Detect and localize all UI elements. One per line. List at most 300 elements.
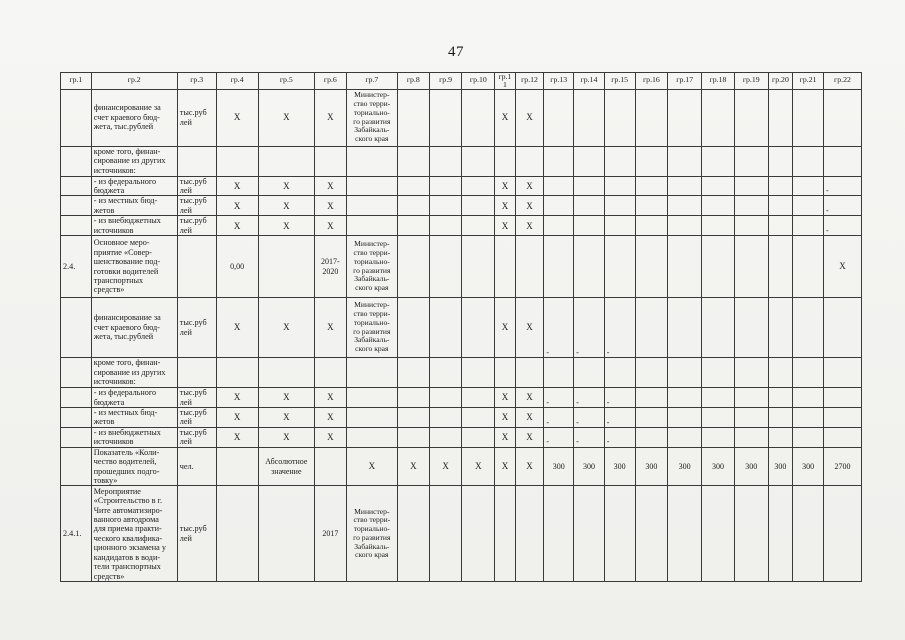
empty-cell [429, 146, 462, 176]
empty-cell [702, 176, 735, 196]
table-row [61, 216, 862, 236]
empty-cell [216, 447, 258, 486]
value-cell: 300 [702, 447, 735, 486]
header-cell: гр.21 [793, 73, 824, 90]
table-row [61, 447, 862, 486]
empty-cell [768, 216, 793, 236]
value-cell: 300 [574, 447, 605, 486]
empty-cell [177, 146, 216, 176]
empty-cell [61, 176, 92, 196]
empty-cell [635, 196, 668, 216]
value-cell: 300 [793, 447, 824, 486]
dash-cell: - [544, 388, 574, 408]
empty-cell [604, 236, 635, 298]
empty-cell [635, 427, 668, 447]
empty-cell [768, 146, 793, 176]
empty-cell [768, 486, 793, 582]
value-cell: 2017- 2020 [314, 236, 346, 298]
empty-cell [823, 427, 861, 447]
empty-cell [544, 216, 574, 236]
x-cell: X [515, 427, 544, 447]
empty-cell [793, 358, 824, 388]
empty-cell [515, 236, 544, 298]
empty-cell [544, 146, 574, 176]
dash-cell: - [823, 176, 861, 196]
empty-cell [397, 89, 429, 146]
x-cell: X [515, 447, 544, 486]
x-cell: X [495, 89, 515, 146]
empty-cell [429, 176, 462, 196]
empty-cell [793, 176, 824, 196]
empty-cell [397, 486, 429, 582]
row-description: - из внебюджетных источников [91, 427, 177, 447]
empty-cell [668, 146, 702, 176]
dash-cell: - [574, 298, 605, 358]
empty-cell [604, 146, 635, 176]
dash-cell: - [604, 427, 635, 447]
table-row [61, 388, 862, 408]
empty-cell [429, 236, 462, 298]
empty-cell [61, 427, 92, 447]
empty-cell [768, 176, 793, 196]
empty-cell [793, 388, 824, 408]
empty-cell [216, 486, 258, 582]
empty-cell [635, 89, 668, 146]
empty-cell [346, 146, 397, 176]
value-cell: 300 [734, 447, 768, 486]
empty-cell [668, 358, 702, 388]
empty-cell [823, 407, 861, 427]
row-description: - из внебюджетных источников [91, 216, 177, 236]
empty-cell [793, 236, 824, 298]
empty-cell [734, 89, 768, 146]
empty-cell [668, 407, 702, 427]
empty-cell [702, 388, 735, 408]
empty-cell [397, 146, 429, 176]
empty-cell [734, 388, 768, 408]
header-cell: гр.16 [635, 73, 668, 90]
empty-cell [734, 236, 768, 298]
empty-cell [668, 89, 702, 146]
empty-cell [61, 89, 92, 146]
row-description: - из местных бюд- жетов [91, 196, 177, 216]
empty-cell [604, 196, 635, 216]
header-cell: гр.4 [216, 73, 258, 90]
x-cell: X [495, 407, 515, 427]
header-cell: гр.20 [768, 73, 793, 90]
empty-cell [495, 146, 515, 176]
empty-cell [544, 89, 574, 146]
x-cell: X [314, 89, 346, 146]
x-cell: X [823, 236, 861, 298]
empty-cell [768, 358, 793, 388]
empty-cell [604, 89, 635, 146]
header-cell: гр.17 [668, 73, 702, 90]
empty-cell [515, 358, 544, 388]
dash-cell: - [544, 298, 574, 358]
header-cell: гр.12 [515, 73, 544, 90]
x-cell: X [515, 196, 544, 216]
x-cell: X [314, 427, 346, 447]
empty-cell [397, 176, 429, 196]
empty-cell [604, 486, 635, 582]
x-cell: X [314, 407, 346, 427]
empty-cell [604, 176, 635, 196]
header-cell: гр.2 [91, 73, 177, 90]
empty-cell [734, 427, 768, 447]
empty-cell [429, 407, 462, 427]
empty-cell [668, 427, 702, 447]
header-cell: гр.8 [397, 73, 429, 90]
x-cell: X [216, 89, 258, 146]
empty-cell [635, 298, 668, 358]
empty-cell [574, 486, 605, 582]
empty-cell [346, 216, 397, 236]
x-cell: X [258, 407, 314, 427]
row-description: Мероприятие «Строительство в г. Чите автоматизиро- ванного автодрома для приема практи- ческого квалифика- ционного экзамена у кандидатов в води- тели транспортных средств» [91, 486, 177, 582]
empty-cell [793, 89, 824, 146]
x-cell: X [462, 447, 495, 486]
x-cell: X [216, 176, 258, 196]
empty-cell [258, 146, 314, 176]
table-row [61, 298, 862, 358]
empty-cell [346, 196, 397, 216]
x-cell: X [515, 216, 544, 236]
x-cell: X [515, 298, 544, 358]
empty-cell [314, 146, 346, 176]
empty-cell [574, 89, 605, 146]
x-cell: X [216, 196, 258, 216]
value-cell: 2700 [823, 447, 861, 486]
empty-cell [604, 216, 635, 236]
empty-cell [397, 427, 429, 447]
value-cell: 300 [604, 447, 635, 486]
empty-cell [793, 298, 824, 358]
empty-cell [61, 298, 92, 358]
x-cell: X [397, 447, 429, 486]
unit-cell: тыс.руб лей [177, 196, 216, 216]
row-description: - из местных бюд- жетов [91, 407, 177, 427]
empty-cell [346, 388, 397, 408]
x-cell: X [314, 388, 346, 408]
unit-cell: тыс.руб лей [177, 427, 216, 447]
x-cell: X [258, 298, 314, 358]
header-cell: гр.13 [544, 73, 574, 90]
header-cell: гр.22 [823, 73, 861, 90]
empty-cell [216, 146, 258, 176]
header-cell: гр.7 [346, 73, 397, 90]
x-cell: X [216, 407, 258, 427]
unit-cell: чел. [177, 447, 216, 486]
header-cell: гр.9 [429, 73, 462, 90]
dash-cell: - [574, 388, 605, 408]
x-cell: X [429, 447, 462, 486]
empty-cell [793, 216, 824, 236]
empty-cell [768, 89, 793, 146]
x-cell: X [314, 216, 346, 236]
x-cell: X [515, 388, 544, 408]
empty-cell [61, 447, 92, 486]
empty-cell [61, 388, 92, 408]
empty-cell [397, 388, 429, 408]
empty-cell [702, 89, 735, 146]
empty-cell [515, 486, 544, 582]
empty-cell [515, 146, 544, 176]
responsible-cell: Министер- ство терри- ториально- го развития Забайкаль- ского края [346, 236, 397, 298]
dash-cell: - [544, 427, 574, 447]
empty-cell [574, 216, 605, 236]
row-description: кроме того, финан- сирование из других источников: [91, 146, 177, 176]
empty-cell [61, 196, 92, 216]
empty-cell [668, 388, 702, 408]
empty-cell [668, 216, 702, 236]
header-cell: гр.14 [574, 73, 605, 90]
empty-cell [702, 486, 735, 582]
x-cell: X [258, 89, 314, 146]
x-cell: X [258, 427, 314, 447]
empty-cell [397, 236, 429, 298]
empty-cell [495, 486, 515, 582]
header-cell: гр.1 1 [495, 73, 515, 90]
empty-cell [574, 196, 605, 216]
empty-cell [668, 298, 702, 358]
x-cell: X [495, 196, 515, 216]
empty-cell [429, 388, 462, 408]
dash-cell: - [604, 298, 635, 358]
x-cell: X [258, 216, 314, 236]
unit-cell: тыс.руб лей [177, 298, 216, 358]
empty-cell [635, 358, 668, 388]
empty-cell [346, 407, 397, 427]
empty-cell [495, 236, 515, 298]
table-row [61, 176, 862, 196]
empty-cell [429, 196, 462, 216]
empty-cell [61, 146, 92, 176]
empty-cell [462, 486, 495, 582]
empty-cell [574, 358, 605, 388]
empty-cell [429, 486, 462, 582]
empty-cell [177, 358, 216, 388]
unit-cell: тыс.руб лей [177, 216, 216, 236]
header-row [61, 73, 862, 90]
empty-cell [702, 407, 735, 427]
empty-cell [793, 427, 824, 447]
empty-cell [768, 298, 793, 358]
empty-cell [635, 146, 668, 176]
empty-cell [216, 358, 258, 388]
empty-cell [793, 146, 824, 176]
empty-cell [397, 216, 429, 236]
empty-cell [702, 216, 735, 236]
responsible-cell: Министер- ство терри- ториально- го развития Забайкаль- ского края [346, 298, 397, 358]
x-cell: X [314, 298, 346, 358]
x-cell: X [495, 447, 515, 486]
empty-cell [768, 196, 793, 216]
empty-cell [462, 298, 495, 358]
empty-cell [668, 176, 702, 196]
empty-cell [793, 196, 824, 216]
dash-cell: - [604, 407, 635, 427]
empty-cell [823, 146, 861, 176]
empty-cell [823, 388, 861, 408]
empty-cell [734, 196, 768, 216]
header-cell: гр.5 [258, 73, 314, 90]
empty-cell [702, 236, 735, 298]
empty-cell [61, 216, 92, 236]
empty-cell [768, 236, 793, 298]
x-cell: X [216, 427, 258, 447]
empty-cell [574, 176, 605, 196]
dash-cell: - [544, 407, 574, 427]
empty-cell [462, 427, 495, 447]
row-description: кроме того, финан- сирование из других источников: [91, 358, 177, 388]
program-table [60, 72, 862, 582]
empty-cell [544, 196, 574, 216]
empty-cell [574, 236, 605, 298]
table-row [61, 427, 862, 447]
table-row [61, 196, 862, 216]
row-description: - из федерального бюджета [91, 176, 177, 196]
header-cell: гр.18 [702, 73, 735, 90]
x-cell: X [346, 447, 397, 486]
empty-cell [462, 358, 495, 388]
empty-cell [768, 388, 793, 408]
x-cell: X [495, 388, 515, 408]
empty-cell [177, 236, 216, 298]
empty-cell [793, 486, 824, 582]
empty-cell [258, 358, 314, 388]
header-cell: гр.10 [462, 73, 495, 90]
empty-cell [462, 196, 495, 216]
table-row [61, 89, 862, 146]
empty-cell [462, 216, 495, 236]
empty-cell [635, 236, 668, 298]
empty-cell [734, 358, 768, 388]
empty-cell [702, 196, 735, 216]
value-cell: 300 [544, 447, 574, 486]
empty-cell [635, 407, 668, 427]
empty-cell [429, 298, 462, 358]
x-cell: X [216, 298, 258, 358]
x-cell: X [258, 388, 314, 408]
empty-cell [702, 146, 735, 176]
empty-cell [734, 216, 768, 236]
row-description: финансирование за счет краевого бюд- жета, тыс.рублей [91, 298, 177, 358]
value-cell: 300 [668, 447, 702, 486]
x-cell: X [216, 216, 258, 236]
empty-cell [346, 427, 397, 447]
empty-cell [768, 407, 793, 427]
row-number: 2.4.1. [61, 486, 92, 582]
row-number: 2.4. [61, 236, 92, 298]
empty-cell [823, 298, 861, 358]
empty-cell [314, 358, 346, 388]
unit-cell: тыс.руб лей [177, 176, 216, 196]
dash-cell: - [574, 427, 605, 447]
value-cell: 300 [635, 447, 668, 486]
table-row [61, 407, 862, 427]
value-cell: 300 [768, 447, 793, 486]
header-cell: гр.1 [61, 73, 92, 90]
empty-cell [495, 358, 515, 388]
value-cell: Абсолютное значение [258, 447, 314, 486]
empty-cell [314, 447, 346, 486]
empty-cell [462, 407, 495, 427]
empty-cell [635, 176, 668, 196]
empty-cell [734, 298, 768, 358]
x-cell: X [495, 298, 515, 358]
empty-cell [604, 358, 635, 388]
empty-cell [823, 89, 861, 146]
empty-cell [768, 427, 793, 447]
header-cell: гр.15 [604, 73, 635, 90]
empty-cell [346, 358, 397, 388]
header-cell: гр.6 [314, 73, 346, 90]
empty-cell [397, 298, 429, 358]
empty-cell [429, 216, 462, 236]
empty-cell [462, 388, 495, 408]
empty-cell [668, 236, 702, 298]
empty-cell [823, 358, 861, 388]
responsible-cell: Министер- ство терри- ториально- го развития Забайкаль- ского края [346, 89, 397, 146]
empty-cell [544, 358, 574, 388]
dash-cell: - [604, 388, 635, 408]
page-number: 47 [448, 44, 464, 60]
empty-cell [462, 236, 495, 298]
empty-cell [346, 176, 397, 196]
value-cell: 2017 [314, 486, 346, 582]
x-cell: X [216, 388, 258, 408]
row-description: Основное меро- приятие «Совер- шенствование под- готовки водителей транспортных средств» [91, 236, 177, 298]
unit-cell: тыс.руб лей [177, 486, 216, 582]
empty-cell [734, 407, 768, 427]
dash-cell: - [823, 196, 861, 216]
responsible-cell: Министер- ство терри- ториально- го развития Забайкаль- ского края [346, 486, 397, 582]
empty-cell [544, 176, 574, 196]
empty-cell [702, 427, 735, 447]
empty-cell [635, 388, 668, 408]
table-row [61, 486, 862, 582]
x-cell: X [258, 196, 314, 216]
empty-cell [258, 236, 314, 298]
empty-cell [429, 358, 462, 388]
x-cell: X [314, 176, 346, 196]
x-cell: X [515, 89, 544, 146]
empty-cell [635, 486, 668, 582]
empty-cell [793, 407, 824, 427]
empty-cell [635, 216, 668, 236]
empty-cell [668, 486, 702, 582]
x-cell: X [495, 216, 515, 236]
empty-cell [668, 196, 702, 216]
table-row [61, 236, 862, 298]
x-cell: X [258, 176, 314, 196]
x-cell: X [495, 427, 515, 447]
dash-cell: - [823, 216, 861, 236]
empty-cell [823, 486, 861, 582]
x-cell: X [515, 407, 544, 427]
row-description: - из федерального бюджета [91, 388, 177, 408]
empty-cell [734, 146, 768, 176]
empty-cell [462, 146, 495, 176]
dash-cell: - [574, 407, 605, 427]
row-description: финансирование за счет краевого бюд- жета, тыс.рублей [91, 89, 177, 146]
empty-cell [429, 427, 462, 447]
empty-cell [462, 176, 495, 196]
empty-cell [702, 298, 735, 358]
empty-cell [61, 358, 92, 388]
empty-cell [702, 358, 735, 388]
